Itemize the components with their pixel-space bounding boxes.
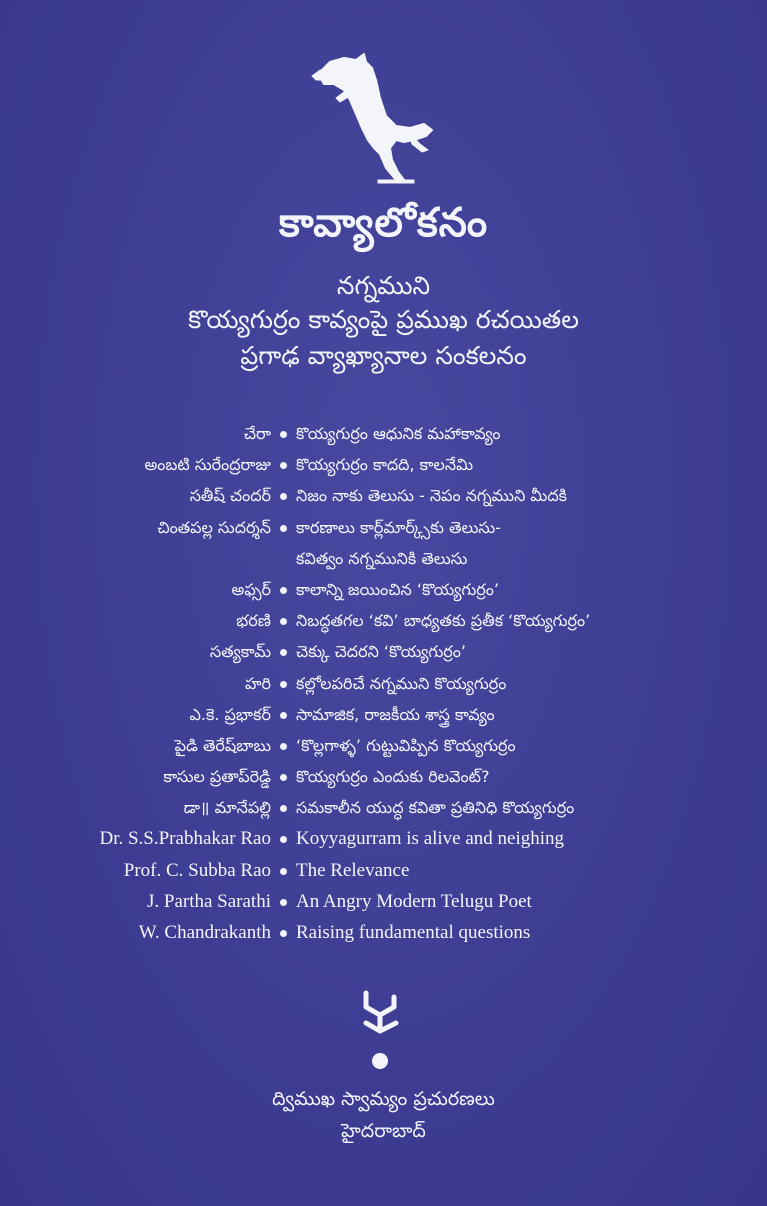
rearing-horse-icon <box>300 40 440 190</box>
contents-row <box>0 763 767 794</box>
bullet-icon <box>280 930 287 937</box>
contents-row <box>0 420 767 451</box>
bullet-icon <box>280 587 287 594</box>
bullet-icon <box>280 431 287 438</box>
contents-author: చింతపల్ల సుదర్శన్ <box>157 517 271 537</box>
contents-row <box>0 670 767 701</box>
book-title: కావ్యాలోకనం <box>278 200 489 246</box>
contents-row <box>0 857 767 888</box>
contents-author: Dr. S.S.Prabhakar Rao <box>99 828 271 850</box>
contents-row <box>0 794 767 825</box>
contents-author: అంబటి సురేంద్రరాజు <box>144 455 271 475</box>
contents-essay: కవిత్వం నగ్నమునికి తెలుసు <box>296 548 468 568</box>
publisher-name: ద్విముఖ స్వామ్యం ప్రచురణలు <box>272 1088 495 1110</box>
contents-row <box>0 732 767 763</box>
contents-essay: సామాజిక, రాజకీయ శాస్త్ర కావ్యం <box>296 704 495 724</box>
contents-row <box>0 701 767 732</box>
subtitle-line-3: ప్రగాఢ వ్యాఖ్యానాల సంకలనం <box>240 341 527 370</box>
contents-row <box>0 482 767 513</box>
bullet-icon <box>280 525 287 532</box>
contents-essay: Koyyagurram is alive and neighing <box>296 828 565 850</box>
contents-author: సత్యకామ్ <box>209 642 271 662</box>
contents-essay: కాలాన్ని జయించిన ‘కొయ్యగుర్రం’ <box>296 579 499 599</box>
contents-row <box>0 451 767 482</box>
contents-essay: కొయ్యగుర్రం ఎందుకు రిలవెంట్? <box>296 767 490 787</box>
contents-row <box>0 825 767 856</box>
contents-essay: ‘కొల్లగాళ్ళ’ గుట్టువిప్పిన కొయ్యగుర్రం <box>296 735 516 755</box>
bullet-icon <box>280 774 287 781</box>
bullet-icon <box>280 462 287 469</box>
bullet-icon <box>280 868 287 875</box>
publisher-city: హైదరాబాద్ <box>341 1120 426 1142</box>
contents-author: పైడి తెరేష్‌బాబు <box>174 735 271 755</box>
bullet-icon <box>280 805 287 812</box>
contents-row <box>0 638 767 669</box>
contents-row <box>0 888 767 919</box>
contents-essay: సమకాలీన యుద్ధ కవితా ప్రతినిధి కొయ్యగుర్రం <box>296 798 575 818</box>
contents-author: చేరా <box>243 424 271 443</box>
bullet-icon <box>280 836 287 843</box>
contents-author: కాసుల ప్రతాప్‌రెడ్డి <box>163 767 271 787</box>
contents-author: భరణి <box>236 611 271 631</box>
contents-author: అఫ్సర్ <box>231 579 271 599</box>
contents-row-continuation <box>0 545 767 576</box>
contents-author: ఎ.కె. ప్రభాకర్ <box>189 704 271 724</box>
contents-list <box>0 420 767 950</box>
contents-author: J. Partha Sarathi <box>146 890 271 912</box>
bullet-icon <box>280 899 287 906</box>
contents-essay: An Angry Modern Telugu Poet <box>296 890 532 912</box>
contents-row <box>0 607 767 638</box>
contents-essay: కొయ్యగుర్రం ఆధునిక మహాకావ్యం <box>296 424 501 443</box>
subtitle-line-2: కొయ్యగుర్రం కావ్యంపై ప్రముఖ రచయితల <box>188 305 579 334</box>
contents-row <box>0 514 767 545</box>
bullet-icon <box>280 649 287 656</box>
contents-author: Prof. C. Subba Rao <box>123 859 271 881</box>
contents-essay: నిజం నాకు తెలుసు - నెపం నగ్నముని మీదకి <box>296 486 567 506</box>
contents-row <box>0 576 767 607</box>
contents-essay: చెక్కు చెదరని ‘కొయ్యగుర్రం’ <box>296 642 466 662</box>
contents-essay: కల్లోలపరిచే నగ్నముని కొయ్యగుర్రం <box>296 673 507 693</box>
bullet-icon <box>280 493 287 500</box>
contents-essay: కారణాలు కార్ల్‌మార్క్స్‌కు తెలుసు- <box>296 517 501 537</box>
publisher-emblem-icon <box>352 985 416 1075</box>
contents-author: W. Chandrakanth <box>138 922 271 943</box>
subtitle-author: నగ్నముని <box>336 271 431 300</box>
contents-essay: కొయ్యగుర్రం కాదది, కాలనేమి <box>296 455 474 475</box>
contents-author: డా॥ మానేపల్లి <box>183 798 271 818</box>
bullet-icon <box>280 743 287 750</box>
bullet-icon <box>280 712 287 719</box>
contents-author: హరి <box>244 673 271 693</box>
contents-row <box>0 919 767 950</box>
contents-author: సతీష్ చందర్ <box>189 486 271 506</box>
bullet-icon <box>280 618 287 625</box>
bullet-icon <box>280 681 287 688</box>
contents-essay: The Relevance <box>296 859 410 881</box>
contents-essay: Raising fundamental questions <box>296 922 531 943</box>
contents-essay: నిబద్ధతగల ‘కవి’ బాధ్యతకు ప్రతీక ‘కొయ్యగుర్రం’ <box>296 611 591 631</box>
